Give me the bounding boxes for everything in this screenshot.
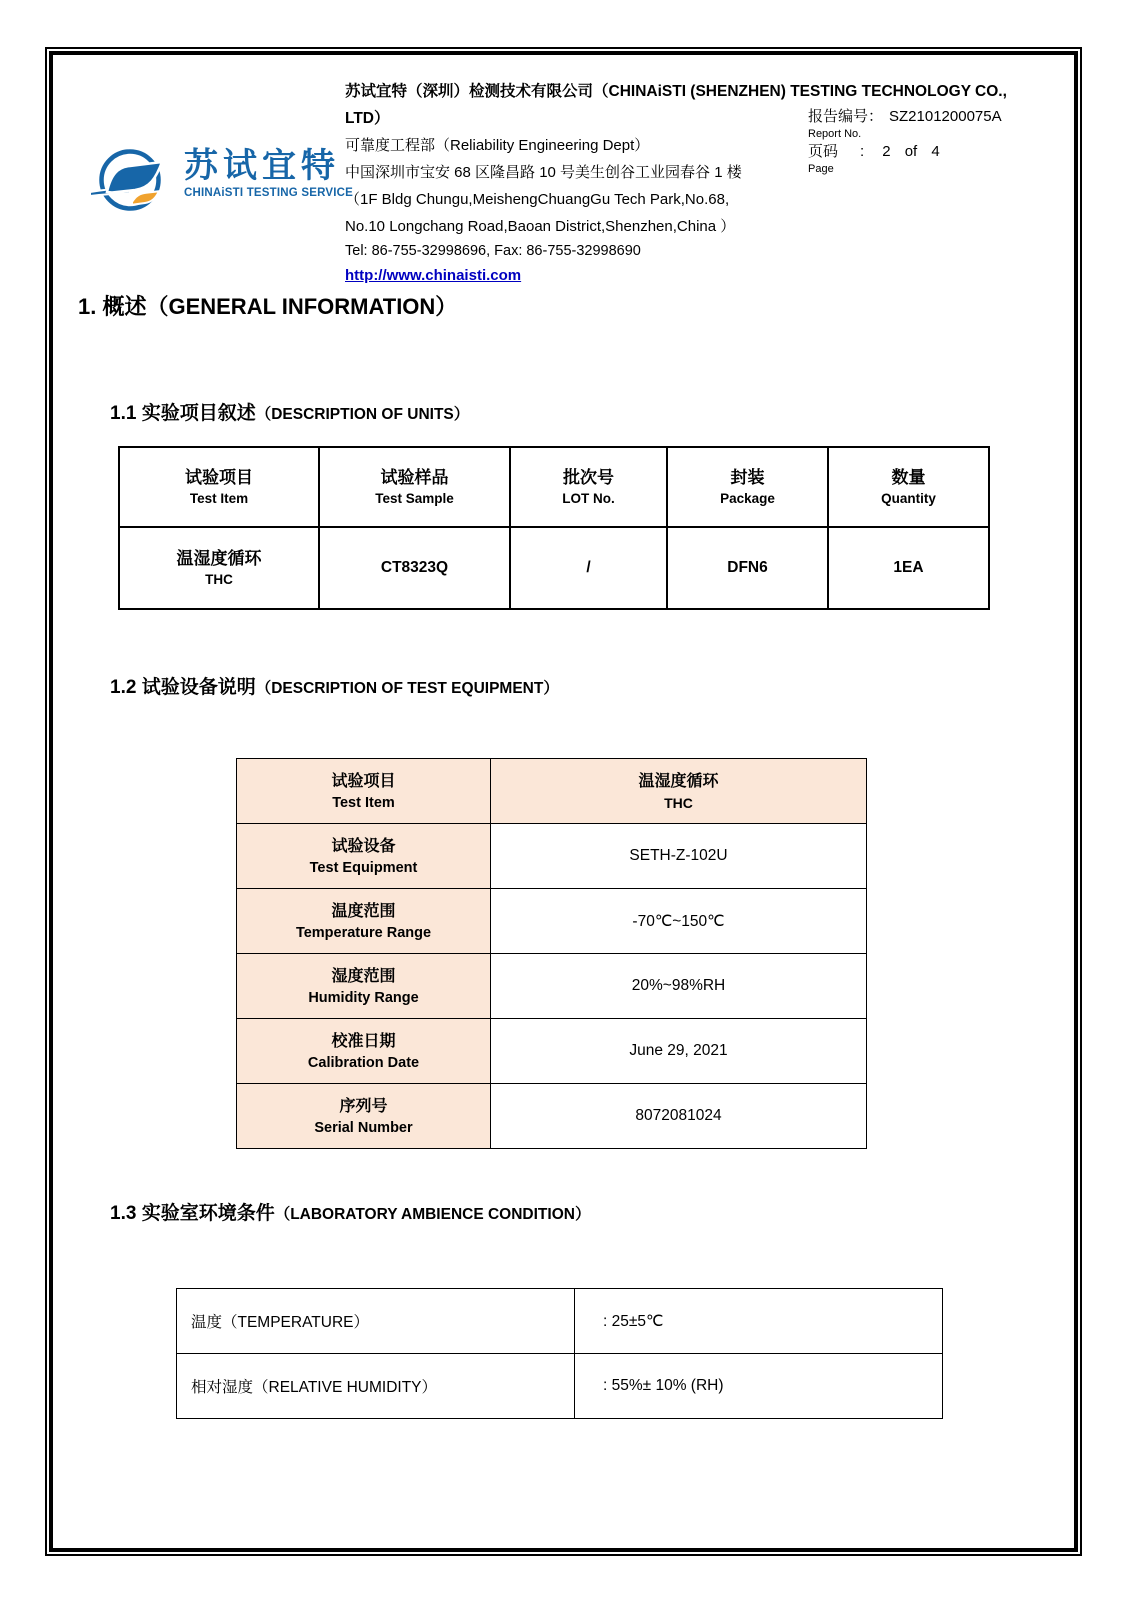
section-1-3-title-en: （LABORATORY AMBIENCE CONDITION） xyxy=(274,1206,591,1223)
section-1-1-title-cn: 1.1 实验项目叙述 xyxy=(110,403,256,424)
website-link[interactable]: http://www.chinaisti.com xyxy=(345,267,522,284)
company-logo xyxy=(90,146,353,212)
ambience-label-relative-humidity: 相对湿度（RELATIVE HUMIDITY） xyxy=(177,1354,575,1419)
units-header-test-sample: 试验样品 Test Sample xyxy=(319,447,510,527)
page-label: 页码 xyxy=(808,143,839,160)
section-1-2-title-en: （DESCRIPTION OF TEST EQUIPMENT） xyxy=(255,680,559,697)
units-header-quantity: 数量 Quantity xyxy=(828,447,989,527)
equipment-label-test-equipment: 试验设备 Test Equipment xyxy=(237,824,491,889)
equipment-label-calibration-date: 校准日期 Calibration Date xyxy=(237,1019,491,1084)
equipment-row-calibration-date xyxy=(237,1019,867,1084)
units-cell-lot-no: / xyxy=(510,527,667,609)
ambience-row-temperature xyxy=(177,1289,943,1354)
page-number-line xyxy=(808,141,1002,163)
units-header-test-item: 试验项目 Test Item xyxy=(119,447,319,527)
equipment-row-test-item xyxy=(237,759,867,824)
equipment-label-temperature-range: 温度范围 Temperature Range xyxy=(237,889,491,954)
company-name-line2: LTD） xyxy=(345,110,390,127)
equipment-row-test-equipment xyxy=(237,824,867,889)
address-en-line2: No.10 Longchang Road,Baoan District,Shenzhen,China ） xyxy=(345,218,736,235)
section-1-2-title-cn: 1.2 试验设备说明 xyxy=(110,677,256,698)
section-1-1-title xyxy=(110,398,469,425)
ambience-row-relative-humidity xyxy=(177,1354,943,1419)
tel-fax: Tel: 86-755-32998696, Fax: 86-755-32998690 xyxy=(345,243,641,259)
logo-text xyxy=(184,146,353,199)
ambience-value-temperature: : 25±5℃ xyxy=(575,1289,943,1354)
page-colon: : xyxy=(860,143,865,160)
logo-name-en: CHINAiSTI TESTING SERVICE xyxy=(184,187,354,199)
page-sublabel: Page xyxy=(808,163,834,175)
equipment-value-serial-number: 8072081024 xyxy=(491,1084,867,1149)
ambience-label-temperature: 温度（TEMPERATURE） xyxy=(177,1289,575,1354)
units-header-package: 封装 Package xyxy=(667,447,828,527)
report-no-label: 报告编号： xyxy=(808,108,884,125)
report-no-value: SZ2101200075A xyxy=(889,108,1002,125)
report-info xyxy=(808,106,1002,176)
equipment-value-test-item: 温湿度循环 THC xyxy=(491,759,867,824)
section-1-1-title-en: （DESCRIPTION OF UNITS） xyxy=(255,406,470,423)
units-cell-quantity: 1EA xyxy=(828,527,989,609)
units-cell-package: DFN6 xyxy=(667,527,828,609)
equipment-row-temperature-range xyxy=(237,889,867,954)
section-1-3-title xyxy=(110,1198,590,1225)
page-value: 2 of 4 xyxy=(882,143,940,160)
address-en-line1: （1F Bldg Chungu,MeishengChuangGu Tech Park,No.68, xyxy=(345,191,730,208)
equipment-table xyxy=(236,758,867,1149)
units-header-lot-no: 批次号 LOT No. xyxy=(510,447,667,527)
report-no-sublabel: Report No. xyxy=(808,128,862,140)
equipment-value-temperature-range: -70℃~150℃ xyxy=(491,889,867,954)
equipment-value-humidity-range: 20%~98%RH xyxy=(491,954,867,1019)
units-table-data-row xyxy=(119,527,989,609)
equipment-label-humidity-range: 湿度范围 Humidity Range xyxy=(237,954,491,1019)
units-table xyxy=(118,446,990,610)
ambience-value-relative-humidity: : 55%± 10% (RH) xyxy=(575,1354,943,1419)
address-cn: 中国深圳市宝安 68 区隆昌路 10 号美生创谷工业园春谷 1 楼 xyxy=(345,164,742,181)
equipment-value-calibration-date: June 29, 2021 xyxy=(491,1019,867,1084)
company-name-line1: 苏试宜特（深圳）检测技术有限公司（CHINAiSTI (SHENZHEN) TESTING TECHNOLOGY CO., xyxy=(345,83,1007,100)
chinaisti-swoosh-icon xyxy=(90,146,176,212)
equipment-label-serial-number: 序列号 Serial Number xyxy=(237,1084,491,1149)
units-cell-test-item: 温湿度循环 THC xyxy=(119,527,319,609)
units-table-header-row xyxy=(119,447,989,527)
equipment-row-serial-number xyxy=(237,1084,867,1149)
section-1-2-title xyxy=(110,672,559,699)
section-1-title: 1. 概述（GENERAL INFORMATION） xyxy=(78,294,458,319)
report-no-line xyxy=(808,106,1002,128)
equipment-label-test-item: 试验项目 Test Item xyxy=(237,759,491,824)
logo-name-cn: 苏试宜特 xyxy=(184,147,340,185)
ambience-table xyxy=(176,1288,943,1419)
equipment-row-humidity-range xyxy=(237,954,867,1019)
section-1-3-title-cn: 1.3 实验室环境条件 xyxy=(110,1203,275,1224)
department: 可靠度工程部（Reliability Engineering Dept） xyxy=(345,137,650,154)
equipment-value-test-equipment: SETH-Z-102U xyxy=(491,824,867,889)
units-cell-test-sample: CT8323Q xyxy=(319,527,510,609)
